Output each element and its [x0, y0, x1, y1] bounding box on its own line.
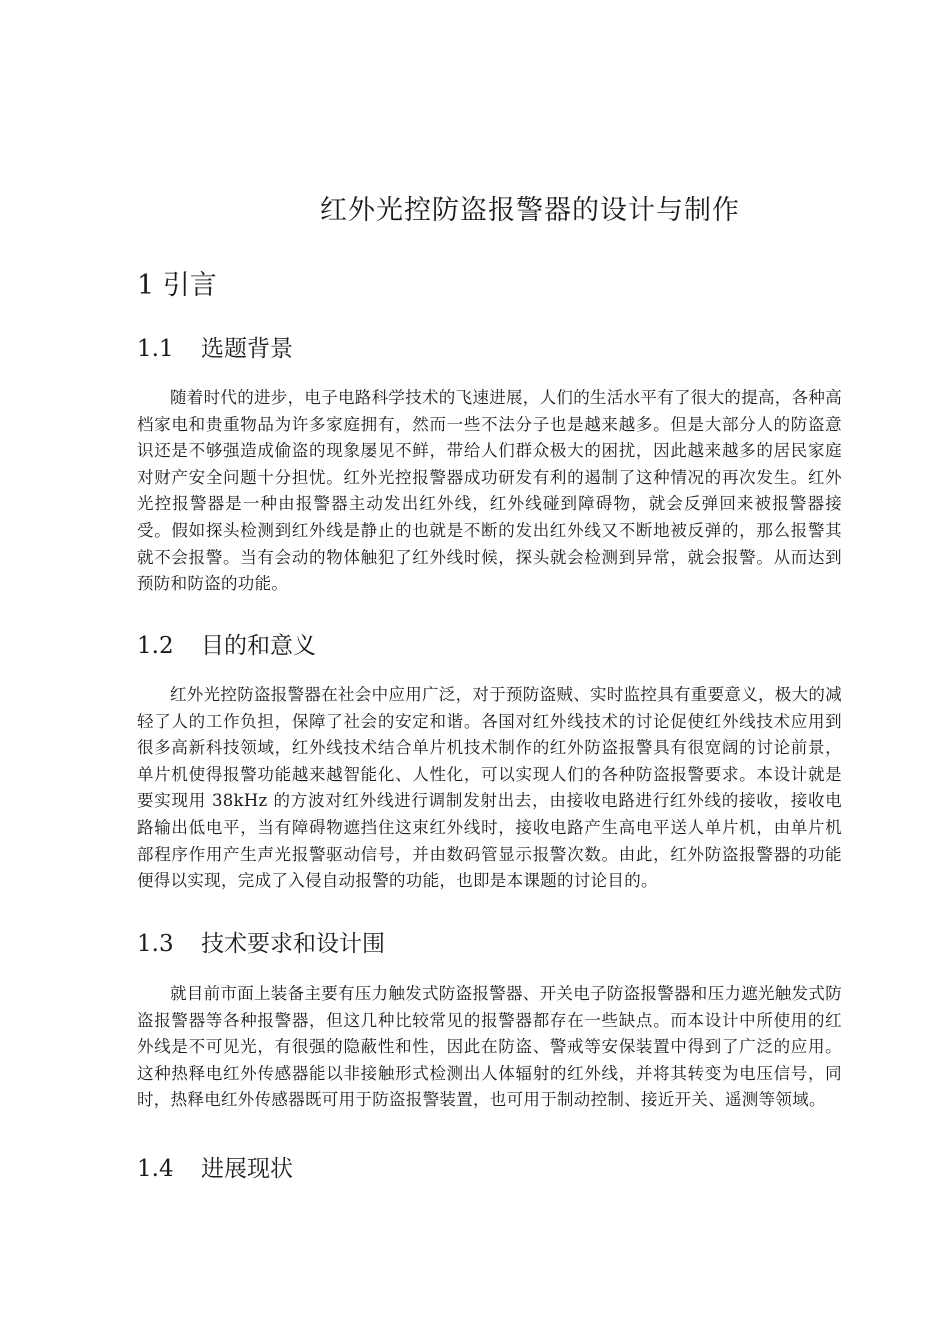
chapter-heading: 1 引言 — [137, 270, 217, 301]
section-number: 1.4 — [137, 1156, 174, 1182]
section-title: 选题背景 — [201, 336, 293, 362]
section-title: 进展现状 — [201, 1156, 293, 1182]
section-number: 1.2 — [137, 633, 174, 659]
section-title: 技术要求和设计围 — [201, 931, 385, 957]
section-heading-1-3 — [137, 929, 385, 959]
section-number: 1.3 — [137, 931, 174, 957]
section-paragraph-1-1: 随着时代的进步，电子电路科学技术的飞速进展，人们的生活水平有了很大的提高，各种高档家电和贵重物品为许多家庭拥有，然而一些不法分子也是越来越多。但是大部分人的防盗意识还是不够强造成偷盗的现象屡见不鲜，带给人们群众极大的困扰，因此越来越多的居民家庭对财产安全问题十分担忧。红外光控报警器成功研发有利的遏制了这种情况的再次发生。红外光控报警器是一种由报警器主动发出红外线，红外线碰到障碍物，就会反弹回来被报警器接受。假如探头检测到红外线是静止的也就是不断的发出红外线又不断地被反弹的，那么报警其就不会报警。当有会动的物体触犯了红外线时候，探头就会检测到异常，就会报警。从而达到预防和防盗的功能。 — [137, 388, 842, 594]
section-number: 1.1 — [137, 336, 174, 362]
section-paragraph-1-2: 红外光控防盗报警器在社会中应用广泛，对于预防盗贼、实时监控具有重要意义，极大的减轻了人的工作负担，保障了社会的安定和谐。各国对红外线技术的讨论促使红外线技术应用到很多高新科技领域，红外线技术结合单片机技术制作的红外防盗报警具有很宽阔的讨论前景，单片机使得报警功能越来越智能化、人性化，可以实现人们的各种防盗报警要求。本设计就是要实现用 38kHz 的方波对红外线进行调制发射出去，由接收电路进行红外线的接收，接收电路输出低电平，当有障碍物遮挡住这束红外线时，接收电路产生高电平送人单片机，由单片机部程序作用产生声光报警驱动信号，并由数码管显示报警次数。由此，红外防盗报警器的功能便得以实现，完成了入侵自动报警的功能，也即是本课题的讨论目的。 — [137, 685, 842, 891]
document-title: 红外光控防盗报警器的设计与制作 — [320, 195, 740, 226]
section-heading-1-4 — [137, 1154, 293, 1184]
section-heading-1-2 — [137, 631, 316, 661]
section-paragraph-1-3: 就目前市面上装备主要有压力触发式防盗报警器、开关电子防盗报警器和压力遮光触发式防盗报警器等各种报警器，但这几种比较常见的报警器都存在一些缺点。而本设计中所使用的红外线是不可见光，有很强的隐蔽性和性，因此在防盗、警戒等安保装置中得到了广泛的应用。这种热释电红外传感器能以非接触形式检测出人体辐射的红外线，并将其转变为电压信号，同时，热释电红外传感器既可用于防盗报警装置，也可用于制动控制、接近开关、遥测等领域。 — [137, 984, 842, 1110]
section-heading-1-1 — [137, 334, 293, 364]
section-title: 目的和意义 — [201, 633, 316, 659]
